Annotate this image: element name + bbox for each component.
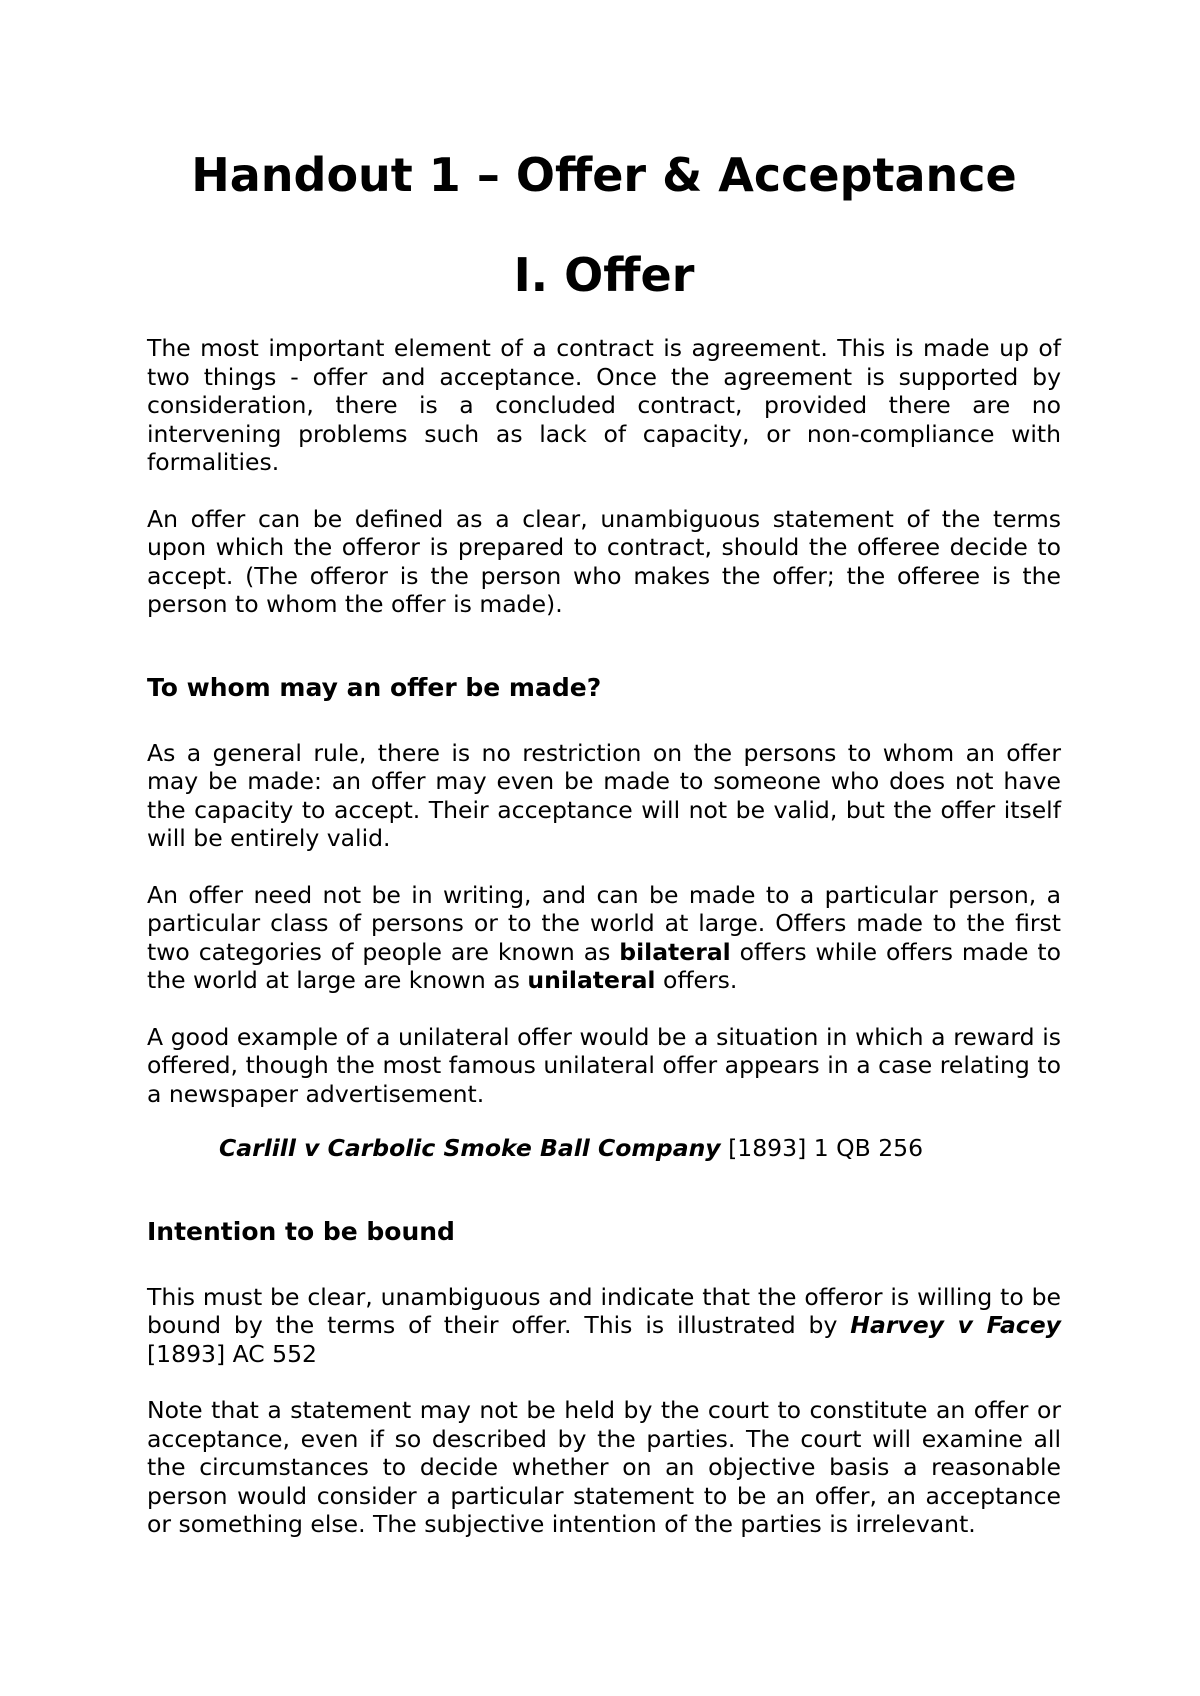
term-bilateral: bilateral — [619, 937, 731, 966]
intro-paragraph-1: The most important element of a contract is agreement. This is made up of two things - offer and acceptance. Once the agreement is supported by consideration, there is a concluded contract, provided there are no intervening problems such as lack of capacity, or non-compliance with formalities. — [147, 334, 1061, 476]
case-name: Carlill v Carbolic Smoke Ball Company — [219, 1134, 721, 1162]
document-page — [147, 140, 1061, 1539]
case-citation: [1893] AC 552 — [147, 1339, 318, 1368]
subheading-to-whom: To whom may an offer be made? — [147, 672, 602, 702]
case-reference — [219, 1134, 1061, 1163]
subheading-intention: Intention to be bound — [147, 1216, 455, 1246]
to-whom-paragraph-2 — [147, 881, 1061, 995]
intention-paragraph-1 — [147, 1283, 1061, 1369]
text-run: This must be clear, unambiguous and indicate that the offeror is willing to be bound by the terms of their offer. This is illustrated by — [147, 1282, 1061, 1339]
document-title: Handout 1 – Offer & Acceptance — [191, 148, 1017, 202]
case-name: Harvey v Facey — [850, 1311, 1061, 1339]
intro-paragraph-2: An offer can be defined as a clear, unambiguous statement of the terms upon which the offeror is prepared to contract, should the offeree decide to accept. (The offeror is the person who makes the offer; the offeree is the person to whom the offer is made). — [147, 504, 1061, 618]
intention-paragraph-2: Note that a statement may not be held by the court to constitute an offer or acceptance, even if so described by the parties. The court will examine all the circumstances to decide whether on an objective basis a reasonable person would consider a particular statement to be an offer, an acceptance or something else. The subjective intention of the parties is irrelevant. — [147, 1396, 1061, 1538]
to-whom-paragraph-3: A good example of a unilateral offer would be a situation in which a reward is offered, though the most famous unilateral offer appears in a case relating to a newspaper advertisement. — [147, 1022, 1061, 1108]
text-run: An offer need not be in writing, and can be made to a particular person, a particular class of persons or to the world at large. Offers made to the first two categories of people are known as — [147, 880, 1061, 966]
text-run: offers while offers made to the world at large are known as — [147, 937, 1061, 994]
to-whom-paragraph-1: As a general rule, there is no restriction on the persons to whom an offer may be made: an offer may even be made to someone who does not have the capacity to accept. Their acceptance will not be valid, but the offer itself will be entirely valid. — [147, 738, 1061, 852]
text-run: offers. — [655, 966, 738, 994]
case-citation: [1893] 1 QB 256 — [720, 1134, 924, 1162]
term-unilateral: unilateral — [527, 966, 656, 994]
section-title: I. Offer — [513, 248, 695, 302]
